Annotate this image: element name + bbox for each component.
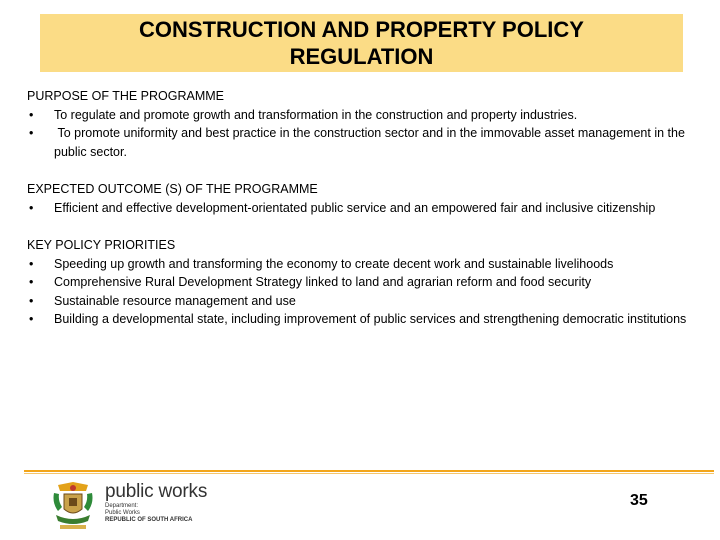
bullet-list bbox=[27, 199, 697, 218]
list-item-text: Speeding up growth and transforming the economy to create decent work and sustainable livelihoods bbox=[54, 256, 614, 271]
list-item-text: Sustainable resource management and use bbox=[54, 293, 296, 308]
brand-department: Department: bbox=[105, 503, 139, 509]
bullet-icon: • bbox=[29, 293, 34, 308]
list-item-text: Efficient and effective development-orientated public service and an empowered fair and inclusive citizenship bbox=[54, 200, 656, 215]
brand-country: REPUBLIC OF SOUTH AFRICA bbox=[105, 517, 193, 523]
bullet-icon: • bbox=[29, 107, 34, 122]
section-heading: PURPOSE OF THE PROGRAMME bbox=[27, 89, 225, 103]
title-line-1: CONSTRUCTION AND PROPERTY POLICY bbox=[139, 17, 584, 42]
bullet-icon: • bbox=[29, 256, 34, 271]
coat-of-arms-icon bbox=[50, 481, 96, 531]
list-item-text: To promote uniformity and best practice in the construction sector and in the immovable asset management in the public sector. bbox=[54, 126, 689, 159]
brand-name: public works bbox=[105, 481, 208, 502]
page-number: 35 bbox=[630, 492, 648, 509]
section-purpose bbox=[27, 87, 697, 161]
section-expected-outcome bbox=[27, 180, 697, 217]
list-item bbox=[27, 106, 697, 125]
bullet-icon: • bbox=[29, 200, 34, 215]
public-works-logo bbox=[105, 481, 215, 524]
bullet-icon: • bbox=[29, 126, 34, 140]
bullet-icon: • bbox=[29, 275, 34, 289]
list-item bbox=[27, 124, 697, 161]
footer-divider bbox=[24, 470, 714, 472]
list-item bbox=[27, 199, 697, 218]
list-item bbox=[27, 273, 697, 292]
slide-title bbox=[40, 14, 683, 72]
slide-content bbox=[27, 87, 697, 348]
brand-public-works: Public Works bbox=[105, 510, 140, 516]
list-item-text: Building a developmental state, including improvement of public services and strengthening democratic institutions bbox=[54, 312, 687, 326]
list-item bbox=[27, 255, 697, 274]
section-heading: KEY POLICY PRIORITIES bbox=[27, 238, 176, 252]
list-item-text: To regulate and promote growth and transformation in the construction and property industries. bbox=[54, 107, 578, 122]
title-line-2: REGULATION bbox=[289, 44, 434, 69]
bullet-list bbox=[27, 255, 697, 329]
bullet-icon: • bbox=[29, 312, 34, 326]
bullet-list bbox=[27, 106, 697, 162]
footer-divider-thin bbox=[24, 473, 714, 474]
list-item bbox=[27, 310, 697, 329]
section-heading: EXPECTED OUTCOME (S) OF THE PROGRAMME bbox=[27, 182, 318, 196]
list-item bbox=[27, 292, 697, 311]
list-item-text: Comprehensive Rural Development Strategy linked to land and agrarian reform and food security bbox=[54, 275, 592, 289]
section-key-priorities bbox=[27, 236, 697, 329]
